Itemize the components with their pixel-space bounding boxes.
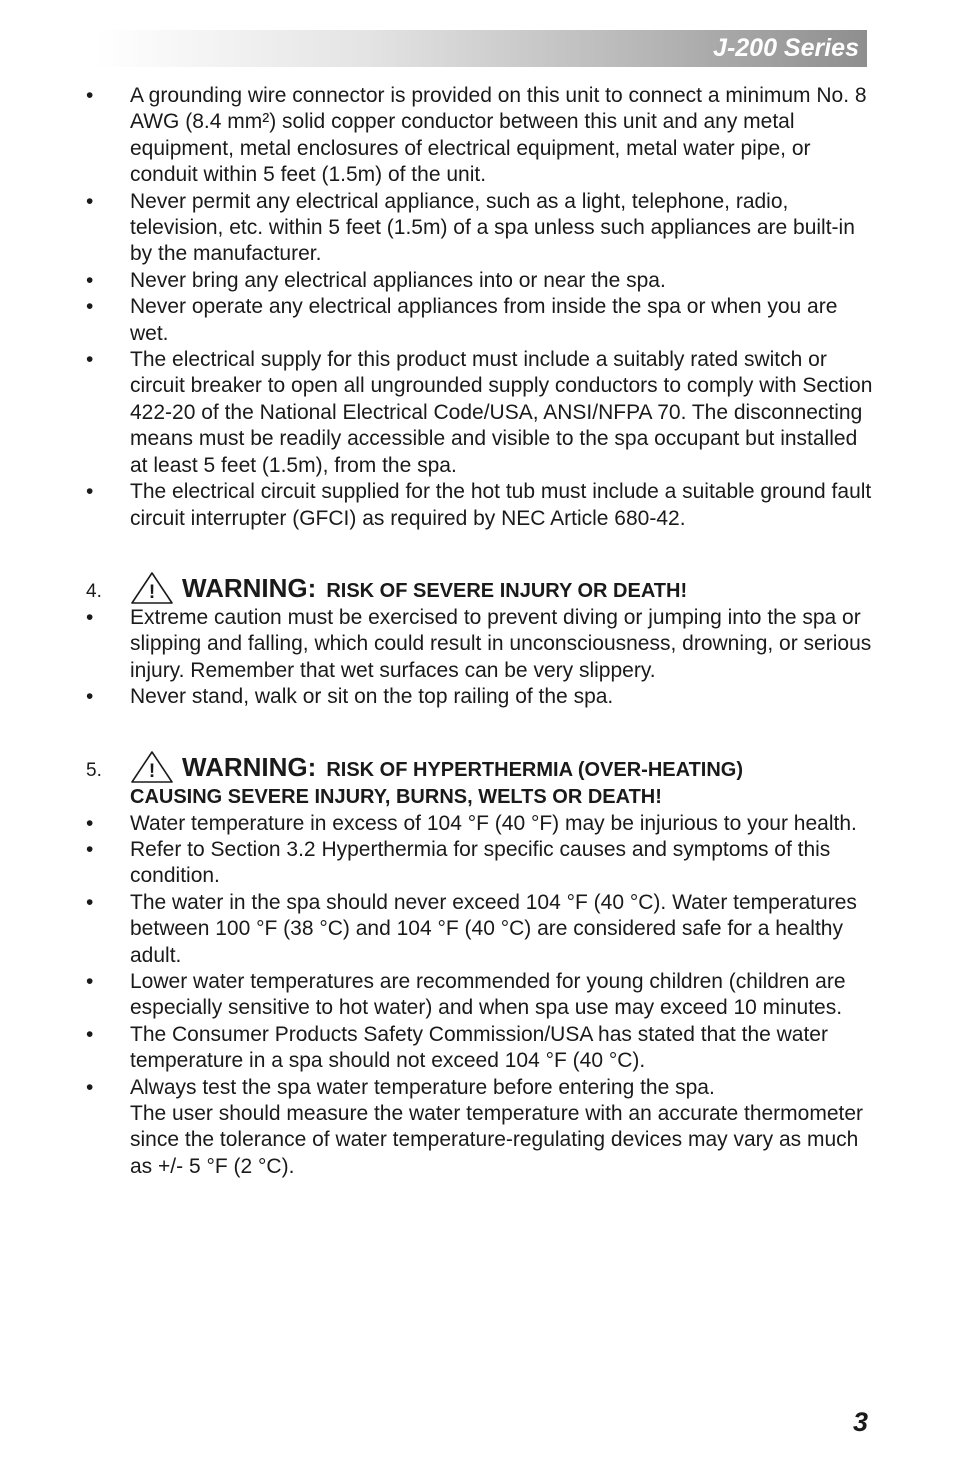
list-item-text: Lower water temperatures are recommended for young children (children are especially sensitive to hot water) and when spa use may exceed 10 minutes. (130, 969, 846, 1020)
list-item (86, 684, 876, 710)
warning-4-bullet-list (86, 605, 876, 711)
bullet-marker: • (86, 295, 94, 319)
warning-5-bullet-list (86, 811, 876, 1181)
list-item (86, 268, 876, 294)
closing-paragraph (86, 1101, 876, 1180)
list-item-text: Water temperature in excess of 104 °F (40 °F) may be injurious to your health. (130, 811, 857, 835)
list-item (86, 347, 876, 479)
bullet-marker: • (86, 811, 94, 835)
warning-number: 5. (86, 759, 102, 781)
intro-bullet-list (86, 83, 876, 532)
list-item (86, 83, 876, 189)
bullet-marker: • (86, 84, 94, 107)
bullet-marker: • (86, 605, 94, 629)
page-content (86, 83, 876, 1180)
header-bar (95, 30, 867, 67)
section-spacer (86, 711, 876, 750)
list-item-text: Never stand, walk or sit on the top railing of the spa. (130, 685, 614, 709)
list-item-text: A grounding wire connector is provided on this unit to connect a minimum No. 8 AWG (8.4 mm²) solid copper conductor between this unit and any metal equipment, metal enclosures of electrical equipment, metal water pipe, or conduit within 5 feet (1.5m) of the unit. (130, 84, 867, 187)
list-item (86, 890, 876, 969)
list-item-text: The electrical supply for this product must include a suitably rated switch or circuit breaker to open all ungrounded supply conductors to comply with Section 422-20 of the National Electrical Code/USA, ANSI/NFPA 70. The disconnecting means must be readily accessible and visible to the spa occupant but installed at least 5 feet (1.5m), from the spa. (130, 348, 873, 477)
list-item (86, 969, 876, 1022)
list-item (86, 1022, 876, 1075)
list-item-text: Never permit any electrical appliance, such as a light, telephone, radio, television, etc. within 5 feet (1.5m) of a spa unless such appliances are built-in by the manufacturer. (130, 189, 855, 266)
warning-caption: RISK OF HYPERTHERMIA (OVER-HEATING) (326, 758, 743, 781)
indent-spacer (86, 1101, 130, 1180)
warning-triangle-icon (130, 571, 174, 605)
list-item-text: Extreme caution must be exercised to prevent diving or jumping into the spa or slipping and falling, which could result in unconsciousness, drowning, or serious injury. Remember that wet surfaces can be very slippery. (130, 605, 872, 682)
list-item-text: Refer to Section 3.2 Hyperthermia for specific causes and symptoms of this condition. (130, 837, 831, 888)
list-item (86, 605, 876, 684)
bullet-marker: • (86, 890, 94, 914)
warning-triangle-icon (130, 750, 174, 784)
bullet-marker: • (86, 480, 94, 504)
list-item (86, 189, 876, 268)
list-item-text: The water in the spa should never exceed 104 °F (40 °C). Water temperatures between 100 °F (38 °C) and 104 °F (40 °C) are considered safe for a healthy adult. (130, 890, 857, 967)
list-item-text: Never bring any electrical appliances into or near the spa. (130, 268, 666, 292)
warning-number: 4. (86, 580, 102, 602)
list-item-text: The electrical circuit supplied for the hot tub must include a suitable ground fault circuit interrupter (GFCI) as required by NEC Article 680-42. (130, 480, 872, 530)
list-item (86, 811, 876, 837)
list-item-text: The Consumer Products Safety Commission/USA has stated that the water temperature in a spa should not exceed 104 °F (40 °C). (130, 1022, 828, 1073)
list-item (86, 1075, 876, 1101)
page-number: 3 (852, 1407, 868, 1437)
closing-text: The user should measure the water temperature with an accurate thermometer since the tolerance of water temperature-regulating devices may vary as much as +/- 5 °F (2 °C). (130, 1102, 864, 1178)
bullet-marker: • (86, 685, 94, 709)
warning-4-heading (86, 571, 876, 605)
bullet-marker: • (86, 268, 94, 292)
svg-text:!: ! (148, 760, 156, 782)
warning-caption-continued: CAUSING SEVERE INJURY, BURNS, WELTS OR DEATH! (130, 785, 662, 808)
bullet-marker: • (86, 189, 94, 213)
list-item (86, 479, 876, 532)
list-item (86, 837, 876, 890)
svg-text:!: ! (148, 581, 156, 603)
bullet-marker: • (86, 837, 94, 861)
bullet-marker: • (86, 1022, 94, 1046)
warning-heading-body (130, 571, 876, 605)
warning-5-heading (86, 750, 876, 784)
section-spacer (86, 532, 876, 571)
bullet-marker: • (86, 348, 94, 372)
bullet-marker: • (86, 969, 94, 993)
list-item-text: Never operate any electrical appliances from inside the spa or when you are wet. (130, 295, 838, 345)
warning-heading-body (130, 750, 876, 784)
list-item (86, 294, 876, 347)
warning-caption: RISK OF SEVERE INJURY OR DEATH! (326, 579, 688, 602)
warning-label: WARNING: (182, 751, 317, 782)
warning-label: WARNING: (182, 572, 317, 603)
list-item-text: Always test the spa water temperature before entering the spa. (130, 1075, 715, 1099)
bullet-marker: • (86, 1075, 94, 1099)
series-title: J-200 Series (713, 34, 859, 62)
